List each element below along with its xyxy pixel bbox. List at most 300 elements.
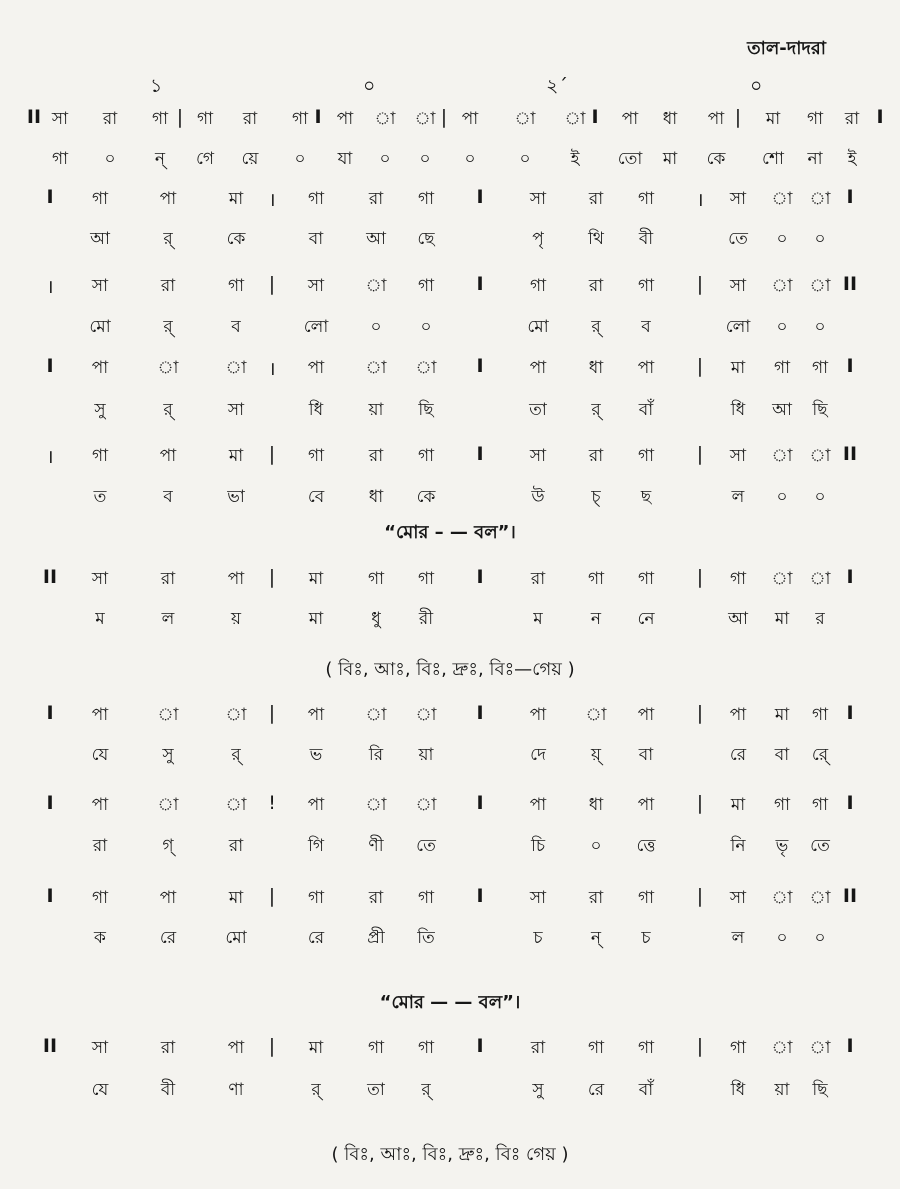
bar-line: I xyxy=(846,1035,854,1057)
bar-line: I xyxy=(46,792,54,814)
swara-note: ধা xyxy=(588,358,604,378)
lyric-syllable: মো xyxy=(527,317,549,337)
swara-note: গা xyxy=(91,888,109,908)
swara-note: া xyxy=(374,109,396,129)
lyric-syllable: ল xyxy=(731,928,745,948)
bar-line: | xyxy=(696,792,704,814)
swara-note: গা xyxy=(637,1038,655,1058)
lyric-row xyxy=(0,925,900,951)
lyric-syllable: র্ xyxy=(163,229,173,249)
swara-note: া xyxy=(771,1038,793,1058)
lyric-syllable: ব xyxy=(163,487,173,507)
bar-line: I xyxy=(476,443,484,465)
bar-line: I xyxy=(46,355,54,377)
lyric-syllable: ম xyxy=(95,609,105,629)
lyric-row xyxy=(0,606,900,632)
lyric-syllable: বা xyxy=(774,745,790,765)
swara-note: সা xyxy=(529,446,547,466)
swara-note: পা xyxy=(91,705,109,725)
swara-note: গা xyxy=(637,276,655,296)
swara-note: রা xyxy=(368,189,384,209)
lyric-syllable: ০ xyxy=(104,149,116,169)
swara-note: রা xyxy=(588,446,604,466)
taal-label: তাল-দাদরা xyxy=(747,38,826,59)
bar-line: | xyxy=(696,566,704,588)
swara-note: সা xyxy=(307,276,325,296)
lyric-syllable: বে xyxy=(307,487,325,507)
bar-line: I xyxy=(876,106,884,128)
swara-note: ধা xyxy=(662,109,678,129)
swara-note: রা xyxy=(242,109,258,129)
swara-note: গা xyxy=(307,189,325,209)
lyric-syllable: ভা xyxy=(227,487,245,507)
swara-note: া xyxy=(414,109,436,129)
swara-note: া xyxy=(771,189,793,209)
swara-note: পা xyxy=(529,705,547,725)
lyric-syllable: গি xyxy=(307,836,324,856)
bar-line: I xyxy=(476,885,484,907)
lyric-syllable: ছে xyxy=(417,229,435,249)
lyric-syllable: তি xyxy=(417,928,435,948)
swara-note: মা xyxy=(730,795,746,815)
lyric-syllable: ০ xyxy=(814,487,826,507)
lyric-syllable: কে xyxy=(226,229,246,249)
bar-line: | xyxy=(696,1035,704,1057)
bar-line: I xyxy=(46,186,54,208)
swara-note: া xyxy=(225,705,247,725)
lyric-syllable: ০ xyxy=(776,928,788,948)
lyric-syllable: ব xyxy=(231,317,241,337)
swara-note: পা xyxy=(307,705,325,725)
swara-note: গা xyxy=(587,569,605,589)
lyric-syllable: রে xyxy=(587,1080,605,1100)
bar-line: I xyxy=(476,702,484,724)
lyric-syllable: বা xyxy=(638,745,654,765)
lyric-syllable: ০ xyxy=(419,149,431,169)
bar-line: I xyxy=(46,885,54,907)
swara-note: পা xyxy=(159,888,177,908)
lyric-syllable: ছ xyxy=(640,487,652,507)
swara-note: া xyxy=(415,705,437,725)
bar-line: I xyxy=(591,106,599,128)
lyric-syllable: ছি xyxy=(418,400,434,420)
swara-note: মা xyxy=(228,888,244,908)
swara-note: পা xyxy=(637,795,655,815)
lyric-syllable: কে xyxy=(416,487,436,507)
swara-row xyxy=(0,702,900,728)
lyric-syllable: যে xyxy=(91,745,109,765)
lyric-syllable: রে xyxy=(729,745,747,765)
lyric-syllable: সু xyxy=(94,400,106,420)
swara-note: পা xyxy=(621,109,639,129)
bar-line: । xyxy=(46,276,54,298)
bar-line: | xyxy=(696,702,704,724)
swara-note: মা xyxy=(228,189,244,209)
lyric-syllable: ই xyxy=(570,149,580,169)
swara-note: া xyxy=(771,888,793,908)
swara-note: গা xyxy=(637,189,655,209)
swara-note: গা xyxy=(811,705,829,725)
swara-note: া xyxy=(564,109,586,129)
swara-note: রা xyxy=(368,446,384,466)
swara-row xyxy=(0,106,900,132)
lyric-syllable: ০ xyxy=(379,149,391,169)
bar-line: I xyxy=(846,355,854,377)
swara-note: রা xyxy=(588,276,604,296)
lyric-syllable: চ xyxy=(641,928,651,948)
swara-note: া xyxy=(157,705,179,725)
lyric-syllable: বী xyxy=(638,229,654,249)
lyric-syllable: বাঁ xyxy=(638,400,654,420)
lyric-syllable: আ xyxy=(728,609,748,629)
swara-row xyxy=(0,566,900,592)
lyric-syllable: ভৃ xyxy=(775,836,789,856)
swara-note: পা xyxy=(91,358,109,378)
lyric-syllable: লো xyxy=(303,317,329,337)
swara-note: া xyxy=(157,795,179,815)
lyric-syllable: ভ xyxy=(309,745,323,765)
swara-note: া xyxy=(225,795,247,815)
bar-line: | xyxy=(696,443,704,465)
lyric-row xyxy=(0,146,900,172)
instruction-line: ( বিঃ, আঃ, বিঃ, দ্রুঃ, বিঃ গেয় ) xyxy=(331,1144,569,1165)
lyric-syllable: ত xyxy=(93,487,107,507)
lyric-syllable: র্ xyxy=(591,317,601,337)
lyric-syllable: য়ে xyxy=(241,149,259,169)
lyric-syllable: ন্ xyxy=(590,928,602,948)
lyric-syllable: ছি xyxy=(812,1080,828,1100)
bar-line: | xyxy=(268,566,276,588)
lyric-syllable: ০ xyxy=(776,487,788,507)
swara-note: া xyxy=(514,109,536,129)
bar-line: | xyxy=(696,273,704,295)
lyric-syllable: সা xyxy=(227,400,245,420)
swara-row xyxy=(0,792,900,818)
lyric-syllable: ০ xyxy=(814,928,826,948)
swara-note: গা xyxy=(637,446,655,466)
bar-line: II xyxy=(842,443,858,465)
bar-line: I xyxy=(476,566,484,588)
lyric-syllable: ন xyxy=(590,609,602,629)
swara-note: সা xyxy=(729,446,747,466)
lyric-syllable: তো xyxy=(617,149,643,169)
lyric-syllable: ০ xyxy=(464,149,476,169)
lyric-syllable: সু xyxy=(532,1080,544,1100)
bar-line: I xyxy=(846,792,854,814)
swara-note: সা xyxy=(51,109,69,129)
swara-note: রা xyxy=(160,569,176,589)
swara-row xyxy=(0,1035,900,1061)
lyric-syllable: রী xyxy=(418,609,434,629)
lyric-syllable: য়া xyxy=(418,745,434,765)
swara-note: গা xyxy=(773,358,791,378)
lyric-syllable: ন্ xyxy=(154,149,166,169)
lyric-syllable: পৃ xyxy=(532,229,544,249)
swara-note: গা xyxy=(417,569,435,589)
bar-line: | xyxy=(268,273,276,295)
bar-line: I xyxy=(46,702,54,724)
lyric-row xyxy=(0,314,900,340)
bar-line: । xyxy=(268,358,276,380)
bar-line: | xyxy=(268,885,276,907)
swara-note: া xyxy=(365,705,387,725)
swara-note: মা xyxy=(228,446,244,466)
lyric-syllable: মা xyxy=(774,609,790,629)
lyric-syllable: মো xyxy=(225,928,247,948)
bar-line: ! xyxy=(268,792,276,814)
bar-line: । xyxy=(268,189,276,211)
swara-note: পা xyxy=(529,795,547,815)
bar-line: I xyxy=(476,186,484,208)
swara-note: পা xyxy=(307,795,325,815)
swara-note: পা xyxy=(91,795,109,815)
lyric-syllable: র xyxy=(815,609,825,629)
lyric-syllable: য়্ xyxy=(590,745,601,765)
bar-line: I xyxy=(476,273,484,295)
swara-note: গা xyxy=(91,189,109,209)
swara-note: া xyxy=(157,358,179,378)
lyric-syllable: রি xyxy=(368,745,384,765)
lyric-syllable: নে xyxy=(637,609,655,629)
swara-note: সা xyxy=(91,1038,109,1058)
lyric-syllable: কে xyxy=(706,149,726,169)
swara-note: া xyxy=(365,795,387,815)
swara-row xyxy=(0,186,900,212)
swara-note: পা xyxy=(159,446,177,466)
bar-line: I xyxy=(476,1035,484,1057)
refrain-line: “মোর – — বল”। xyxy=(384,522,516,543)
lyric-row xyxy=(0,742,900,768)
lyric-syllable: বী xyxy=(160,1080,176,1100)
swara-note: রা xyxy=(588,888,604,908)
swara-note: সা xyxy=(729,276,747,296)
swara-note: গা xyxy=(417,1038,435,1058)
swara-note: সা xyxy=(91,569,109,589)
swara-note: গা xyxy=(587,1038,605,1058)
swara-note: া xyxy=(809,1038,831,1058)
lyric-syllable: ই xyxy=(847,149,857,169)
swara-note: মা xyxy=(765,109,781,129)
swara-note: গা xyxy=(307,446,325,466)
swara-note: রা xyxy=(102,109,118,129)
swara-note: া xyxy=(809,276,831,296)
swara-row xyxy=(0,273,900,299)
lyric-syllable: ণী xyxy=(368,836,384,856)
swara-note: গা xyxy=(729,1038,747,1058)
bar-line: | xyxy=(176,106,184,128)
swara-row xyxy=(0,355,900,381)
swara-note: পা xyxy=(729,705,747,725)
lyric-row xyxy=(0,833,900,859)
swara-note: সা xyxy=(529,888,547,908)
swara-note: রা xyxy=(530,569,546,589)
swara-note: গা xyxy=(291,109,309,129)
swara-note: গা xyxy=(729,569,747,589)
swara-note: গা xyxy=(811,795,829,815)
swara-note: গা xyxy=(151,109,169,129)
swara-note: পা xyxy=(227,1038,245,1058)
lyric-syllable: ধি xyxy=(730,400,746,420)
bar-line: | xyxy=(734,106,742,128)
swara-note: পা xyxy=(227,569,245,589)
swara-note: পা xyxy=(529,358,547,378)
lyric-syllable: গা xyxy=(51,149,69,169)
swara-note: গা xyxy=(417,189,435,209)
lyric-syllable: মা xyxy=(308,609,324,629)
lyric-syllable: সু xyxy=(162,745,174,765)
lyric-syllable: মা xyxy=(662,149,678,169)
lyric-syllable: ০ xyxy=(519,149,531,169)
lyric-syllable: আ xyxy=(366,229,386,249)
lyric-syllable: প্রী xyxy=(367,928,385,948)
bar-line: । xyxy=(46,446,54,468)
beat-mark: ১ xyxy=(150,75,163,97)
swara-note: া xyxy=(809,569,831,589)
swara-note: গা xyxy=(91,446,109,466)
lyric-syllable: র্ xyxy=(163,400,173,420)
swara-note: গা xyxy=(367,1038,385,1058)
swara-note: পা xyxy=(307,358,325,378)
bar-line: I xyxy=(476,355,484,377)
lyric-syllable: থি xyxy=(588,229,604,249)
swara-note: মা xyxy=(308,1038,324,1058)
bar-line: I xyxy=(846,702,854,724)
swara-note: গা xyxy=(227,276,245,296)
lyric-syllable: ধি xyxy=(308,400,324,420)
lyric-syllable: ধি xyxy=(730,1080,746,1100)
bar-line: | xyxy=(268,443,276,465)
lyric-syllable: র্ xyxy=(591,400,601,420)
lyric-syllable: ম xyxy=(533,609,543,629)
lyric-syllable: চ্ xyxy=(591,487,601,507)
lyric-syllable: যা xyxy=(337,149,353,169)
swara-note: গা xyxy=(637,888,655,908)
lyric-syllable: র্ xyxy=(421,1080,431,1100)
swara-note: া xyxy=(809,446,831,466)
lyric-syllable: আ xyxy=(90,229,110,249)
lyric-syllable: লো xyxy=(725,317,751,337)
lyric-syllable: রে্ xyxy=(811,745,829,765)
lyric-row xyxy=(0,226,900,252)
lyric-syllable: ০ xyxy=(294,149,306,169)
lyric-syllable: চ xyxy=(533,928,543,948)
swara-row xyxy=(0,885,900,911)
refrain-line: “মোর — — বল”। xyxy=(379,992,521,1013)
lyric-syllable: ০ xyxy=(776,229,788,249)
swara-note: া xyxy=(585,705,607,725)
swara-note: ধা xyxy=(588,795,604,815)
lyric-syllable: র্ xyxy=(231,745,241,765)
lyric-syllable: ত্তে xyxy=(636,836,656,856)
lyric-row xyxy=(0,1077,900,1103)
lyric-row xyxy=(0,484,900,510)
swara-note: া xyxy=(809,888,831,908)
lyric-syllable: বাঁ xyxy=(638,1080,654,1100)
lyric-syllable: বা xyxy=(308,229,324,249)
swara-note: রা xyxy=(368,888,384,908)
lyric-syllable: ০ xyxy=(814,229,826,249)
lyric-syllable: ০ xyxy=(776,317,788,337)
lyric-syllable: ল xyxy=(731,487,745,507)
swara-note: মা xyxy=(730,358,746,378)
lyric-syllable: ০ xyxy=(590,836,602,856)
lyric-syllable: ০ xyxy=(814,317,826,337)
bar-line: II xyxy=(842,885,858,907)
bar-line: I xyxy=(846,566,854,588)
swara-note: া xyxy=(365,358,387,378)
swara-note: পা xyxy=(707,109,725,129)
swara-note: সা xyxy=(729,888,747,908)
swara-note: সা xyxy=(529,189,547,209)
bar-line: I xyxy=(476,792,484,814)
lyric-syllable: য় xyxy=(230,609,241,629)
lyric-syllable: ০ xyxy=(420,317,432,337)
lyric-syllable: র্ xyxy=(311,1080,321,1100)
swara-note: া xyxy=(415,358,437,378)
lyric-syllable: তা xyxy=(529,400,547,420)
swara-note: রা xyxy=(844,109,860,129)
lyric-syllable: গ্ xyxy=(162,836,174,856)
swara-note: রা xyxy=(160,276,176,296)
swara-note: গা xyxy=(417,276,435,296)
swara-note: রা xyxy=(588,189,604,209)
swara-note: া xyxy=(415,795,437,815)
swara-note: গা xyxy=(417,446,435,466)
swara-note: পা xyxy=(637,705,655,725)
lyric-syllable: তা xyxy=(367,1080,385,1100)
swara-note: া xyxy=(771,569,793,589)
lyric-syllable: তে xyxy=(728,229,748,249)
lyric-syllable: য়া xyxy=(368,400,384,420)
swara-note: গা xyxy=(806,109,824,129)
swara-note: সা xyxy=(729,189,747,209)
swara-note: া xyxy=(771,276,793,296)
bar-line: I xyxy=(846,186,854,208)
swara-note: গা xyxy=(307,888,325,908)
lyric-syllable: না xyxy=(807,149,823,169)
lyric-syllable: চি xyxy=(530,836,546,856)
bar-line: । xyxy=(696,189,704,211)
lyric-syllable: গে xyxy=(195,149,215,169)
swara-note: গা xyxy=(773,795,791,815)
swara-note: পা xyxy=(336,109,354,129)
bar-line: II xyxy=(842,273,858,295)
lyric-syllable: রে xyxy=(159,928,177,948)
swara-note: া xyxy=(365,276,387,296)
swara-note: গা xyxy=(529,276,547,296)
swara-note: রা xyxy=(530,1038,546,1058)
bar-line: | xyxy=(696,355,704,377)
lyric-syllable: ধা xyxy=(368,487,384,507)
swara-note: পা xyxy=(637,358,655,378)
bar-line: I xyxy=(314,106,322,128)
lyric-syllable: নি xyxy=(730,836,746,856)
lyric-syllable: র্ xyxy=(163,317,173,337)
swara-note: পা xyxy=(461,109,479,129)
swara-note: পা xyxy=(159,189,177,209)
bar-line: | xyxy=(268,702,276,724)
lyric-syllable: যে xyxy=(91,1080,109,1100)
swara-note: মা xyxy=(774,705,790,725)
lyric-syllable: শো xyxy=(762,149,784,169)
instruction-line: ( বিঃ, আঃ, বিঃ, দ্রুঃ, বিঃ—গেয় ) xyxy=(325,659,575,680)
bar-line: II xyxy=(42,1035,58,1057)
beat-mark: ০ xyxy=(363,75,376,97)
swara-note: সা xyxy=(91,276,109,296)
lyric-syllable: রা xyxy=(92,836,108,856)
swara-note: গা xyxy=(367,569,385,589)
swara-note: মা xyxy=(308,569,324,589)
